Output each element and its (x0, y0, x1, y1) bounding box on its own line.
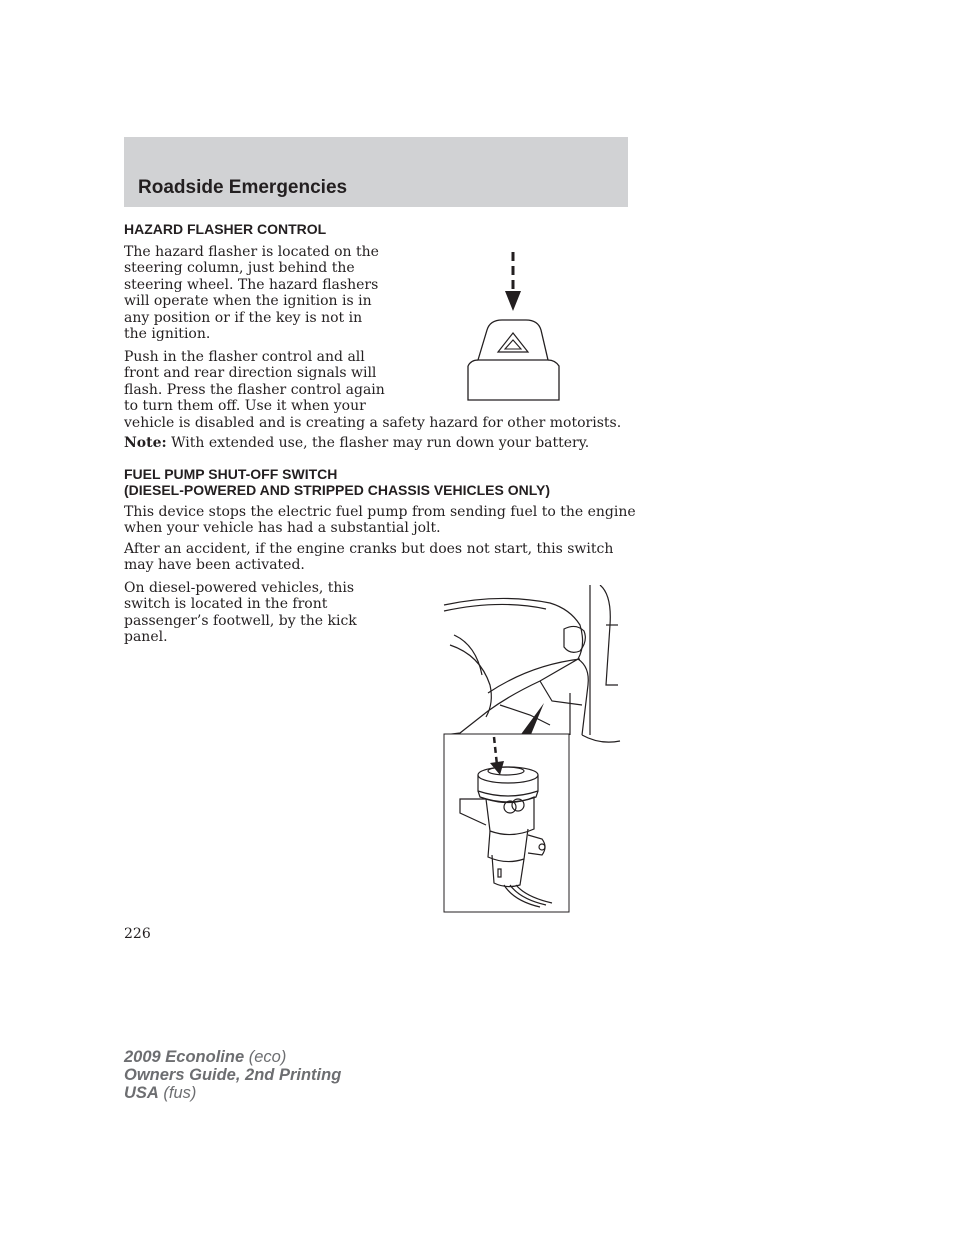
fuel-pump-shutoff-switch-icon (444, 585, 620, 912)
fuel-pump-switch-figure (440, 585, 624, 915)
note-text: With extended use, the flasher may run down your battery. (166, 435, 590, 451)
fuel-pump-paragraph-2 (124, 541, 634, 574)
text-line: This device stops the electric fuel pump from sending fuel to the engine (124, 504, 636, 520)
footer-model: 2009 Econoline (124, 1048, 245, 1066)
hazard-paragraph-1 (124, 244, 379, 343)
footer-line-3 (124, 1084, 341, 1102)
text-line: passenger’s footwell, by the kick (124, 612, 357, 629)
text-line: the ignition. (124, 326, 211, 343)
hazard-heading: HAZARD FLASHER CONTROL (124, 221, 327, 237)
text-line: flash. Press the flasher control again (124, 381, 385, 398)
text-line: Push in the flasher control and all (124, 349, 365, 365)
footer (124, 1048, 341, 1102)
footer-line-1 (124, 1048, 341, 1066)
hazard-flasher-figure (460, 248, 568, 404)
fuel-pump-heading-line-2: (DIESEL-POWERED AND STRIPPED CHASSIS VEHICLES ONLY) (124, 482, 551, 498)
text-line: steering wheel. The hazard flashers (124, 276, 379, 293)
text-line: steering column, just behind the (124, 260, 355, 277)
footer-model-code: (eco) (244, 1048, 287, 1066)
text-line: On diesel-powered vehicles, this (124, 580, 355, 596)
text-line: when your vehicle has had a substantial jolt. (124, 520, 441, 537)
text-line: may have been activated. (124, 557, 305, 574)
footer-line-2: Owners Guide, 2nd Printing (124, 1066, 342, 1084)
text-line: will operate when the ignition is in (124, 293, 372, 310)
text-line: switch is located in the front (124, 596, 328, 613)
fuel-pump-paragraph-3 (124, 580, 376, 646)
footer-market-code: (fus) (158, 1084, 197, 1102)
text-line: The hazard flasher is located on the (124, 244, 379, 260)
hazard-note (124, 435, 634, 451)
text-line: to turn them off. Use it when your (124, 398, 366, 415)
text-line: vehicle is disabled and is creating a safety hazard for other motorists. (124, 414, 622, 431)
text-line: panel. (124, 629, 168, 646)
page-number: 226 (124, 926, 151, 942)
text-line: any position or if the key is not in (124, 309, 363, 326)
text-line: After an accident, if the engine cranks but does not start, this switch (124, 541, 614, 557)
fuel-pump-paragraph-1 (124, 504, 634, 537)
section-title: Roadside Emergencies (138, 177, 348, 198)
text-line: front and rear direction signals will (124, 365, 377, 382)
fuel-pump-heading-line-1: FUEL PUMP SHUT-OFF SWITCH (124, 466, 338, 482)
note-label: Note: (124, 435, 167, 451)
footer-market: USA (124, 1084, 159, 1102)
hazard-triangle-icon (468, 252, 559, 400)
